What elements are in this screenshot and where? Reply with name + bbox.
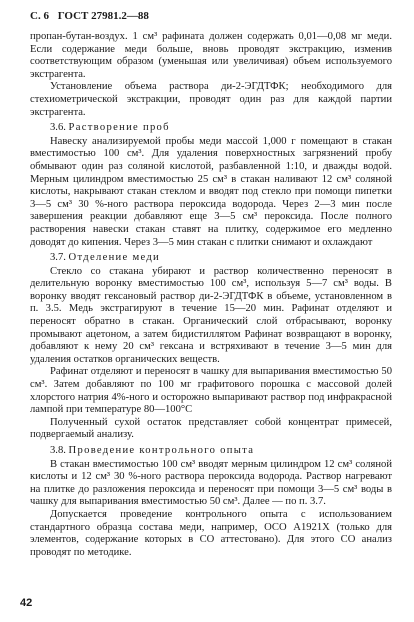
standard-designation: ГОСТ 27981.2—88: [57, 10, 149, 22]
section-title: Растворение проб: [68, 122, 170, 134]
page-number: 42: [20, 597, 33, 609]
section-number: 3.6.: [50, 122, 66, 134]
section-title: Отделение меди: [68, 252, 160, 264]
paragraph: В стакан вместимостью 100 см³ вводят мерным цилиндром 12 см³ соляной кислоты и 12 см³ 30 %-ного раствора пероксида водорода. Раствор нагревают на плитке до разложения пероксида и переносят при помощи 3—5 см³ воды в чашку для выпаривания вместимостью 50 см³. Далее — по п. 3.7.: [30, 458, 392, 508]
section-heading-3-8: [30, 445, 392, 458]
page-marker: С. 6: [30, 10, 49, 22]
section-title: Проведение контрольного опыта: [68, 445, 255, 456]
section-heading-3-6: [30, 122, 392, 135]
paragraph: пропан-бутан-воздух. 1 см³ рафината должен содержать 0,01—0,08 мг меди. Если содержание меди больше, вновь проводят экстракцию, изменив соответствующим образом (уменьшая или увеличивая) объем используемого экстрагента.: [30, 31, 392, 80]
paragraph: Установление объема раствора ди-2-ЭГДТФК; необходимого для стехиометрической экстракции, проводят один раз для каждой партии экстрагента.: [30, 81, 392, 118]
paragraph: Стекло со стакана убирают и раствор количественно переносят в делительную воронку вместимостью 100 см³, используя 5—7 см³ воды. В воронку вводят гексановый раствор ди-2-ЭГДТФК в объеме, установленном в п. 3.5. Медь экстрагируют в течение 15—20 мин. Рафинат отделяют и переносят обратно в стакан. Органический слой отбрасывают, воронку промывают ацетоном, а затем бидистиллятом Рафинат возвращают в воронку, добавляют к нему 20 см³ гексана и встряхивают в течение 3—5 мин для удаления остатков органических веществ.: [30, 265, 392, 365]
paragraph: Полученный сухой остаток представляет собой концентрат примесей, подвергаемый анализу.: [30, 416, 392, 441]
section-number: 3.7.: [50, 252, 66, 264]
section-heading-3-7: [30, 252, 392, 265]
paragraph: Рафинат отделяют и переносят в чашку для выпаривания вместимостью 50 см³. Затем добавляют по 100 мг графитового порошка с массовой долей хлорстого натрия 4%-ного и осторожно выпаривают раствор под инфракрасной лампой при температуре 80—100°С: [30, 366, 392, 416]
page-header: [30, 9, 392, 23]
paragraph: Навеску анализируемой пробы меди массой 1,000 г помещают в стакан вместимостью 100 см³. Для удаления поверхностных загрязнений пробу обмывают один раз соляной кислотой, разбавленной 1:10, и дважды водой. Мерным цилиндром вместимостью 25 см³ в стакан наливают 12 см³ соляной кислоты, накрывают стакан стеклом и вводят под стекло при помощи пипетки 3—5 см³ 30 %-ного раствора пероксида водорода. Через 2—3 мин после завершения реакции добавляют еще 3—5 см³ пероксида. После полного растворения навески стакан ставят на плитку, содержимое его медленно доводят до кипения. Через 3—5 мин стакан с плитки снимают и охлаждают: [30, 135, 392, 248]
section-number: 3.8.: [50, 445, 66, 456]
paragraph: Допускается проведение контрольного опыта с использованием стандартного образца состава меди, например, ОСО А1921Х (только для элементов, содержание которых в СО аттестовано). Для этого СО анализ проводят по методике.: [30, 508, 392, 558]
